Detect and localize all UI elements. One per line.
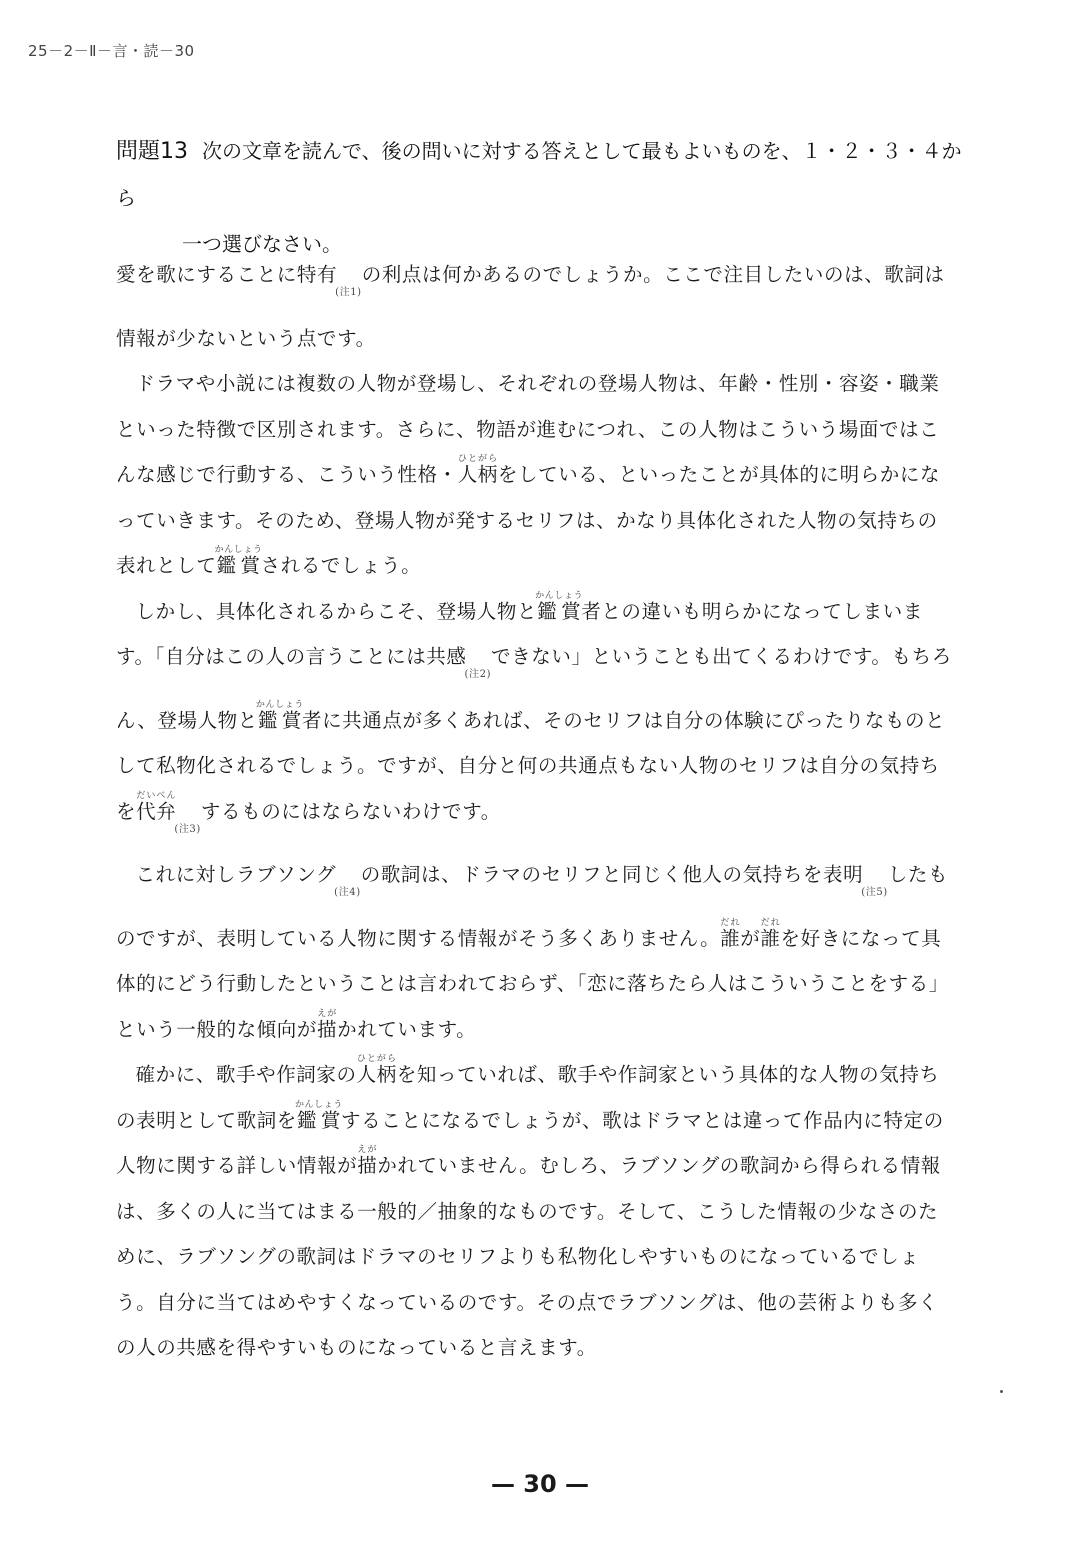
scan-speck — [1000, 1390, 1003, 1393]
page-number: — 30 — — [490, 1470, 590, 1498]
paragraph-4: これに対しラブソング$_{(注4)}$の歌詞は、ドラマのセリフと同じく他人の気持ちを表明$_{(注5)}$したものですが、表明している人物に関する情報がそう多くありません。誰だれが誰だれを好きになって具体的にどう行動したということは言われておらず、「恋に落ちたら人はこういうことをする」という一般的な傾向が描えがかれています。 — [116, 863, 949, 1041]
question-instruction — [116, 128, 966, 267]
reading-passage — [116, 252, 956, 1371]
paragraph-2: ドラマや小説には複数の人物が登場し、それぞれの登場人物は、年齢・性別・容姿・職業といった特徴で区別されます。さらに、物語が進むにつれ、この人物はこういう場面ではこんな感じで行動する、こういう性格・人柄ひとがらをしている、といったことが具体的に明らかになっていきます。そのため、登場人物が発するセリフは、かなり具体化された人物の気持ちの表れとして鑑賞かんしょうされるでしょう。 — [116, 372, 941, 577]
header-code: 25－2－Ⅱ－言・読－30 — [28, 42, 195, 60]
question-number: 問題13 — [116, 139, 188, 164]
question-line-1: 次の文章を読んで、後の問いに対する答えとして最もよいものを、１・２・３・４から — [116, 139, 962, 210]
question-line-2: 一つ選びなさい。 — [182, 232, 342, 256]
paragraph-3: しかし、具体化されるからこそ、登場人物と鑑賞かんしょう者との違いも明らかになってしまいます。「自分はこの人の言うことには共感$_{(注2)}$できない」ということも出てくるわけです。もちろん、登場人物と鑑賞かんしょう者に共通点が多くあれば、そのセリフは自分の体験にぴったりなものとして私物化されるでしょう。ですが、自分と何の共通点もない人物のセリフは自分の気持ちを代弁だいべん$_{(注3)}$するものにはならないわけです。 — [116, 590, 952, 835]
paragraph-5: 確かに、歌手や作詞家の人柄ひとがらを知っていれば、歌手や作詞家という具体的な人物の気持ちの表明として歌詞を鑑賞かんしょうすることになるでしょうが、歌はドラマとは違って作品内に特定の人物に関する詳しい情報が描えがかれていません。むしろ、ラブソングの歌詞から得られる情報は、多くの人に当てはまる一般的／抽象的なものです。そして、こうした情報の少なさのために、ラブソングの歌詞はドラマのセリフよりも私物化しやすいものになっているでしょう。自分に当てはめやすくなっているのです。その点でラブソングは、他の芸術よりも多くの人の共感を得やすいものになっていると言えます。 — [116, 1054, 944, 1359]
paragraph-1: 愛を歌にすることに特有$_{(注1)}$の利点は何かあるのでしょうか。ここで注目したいのは、歌詞は情報が少ないという点です。 — [116, 263, 945, 350]
